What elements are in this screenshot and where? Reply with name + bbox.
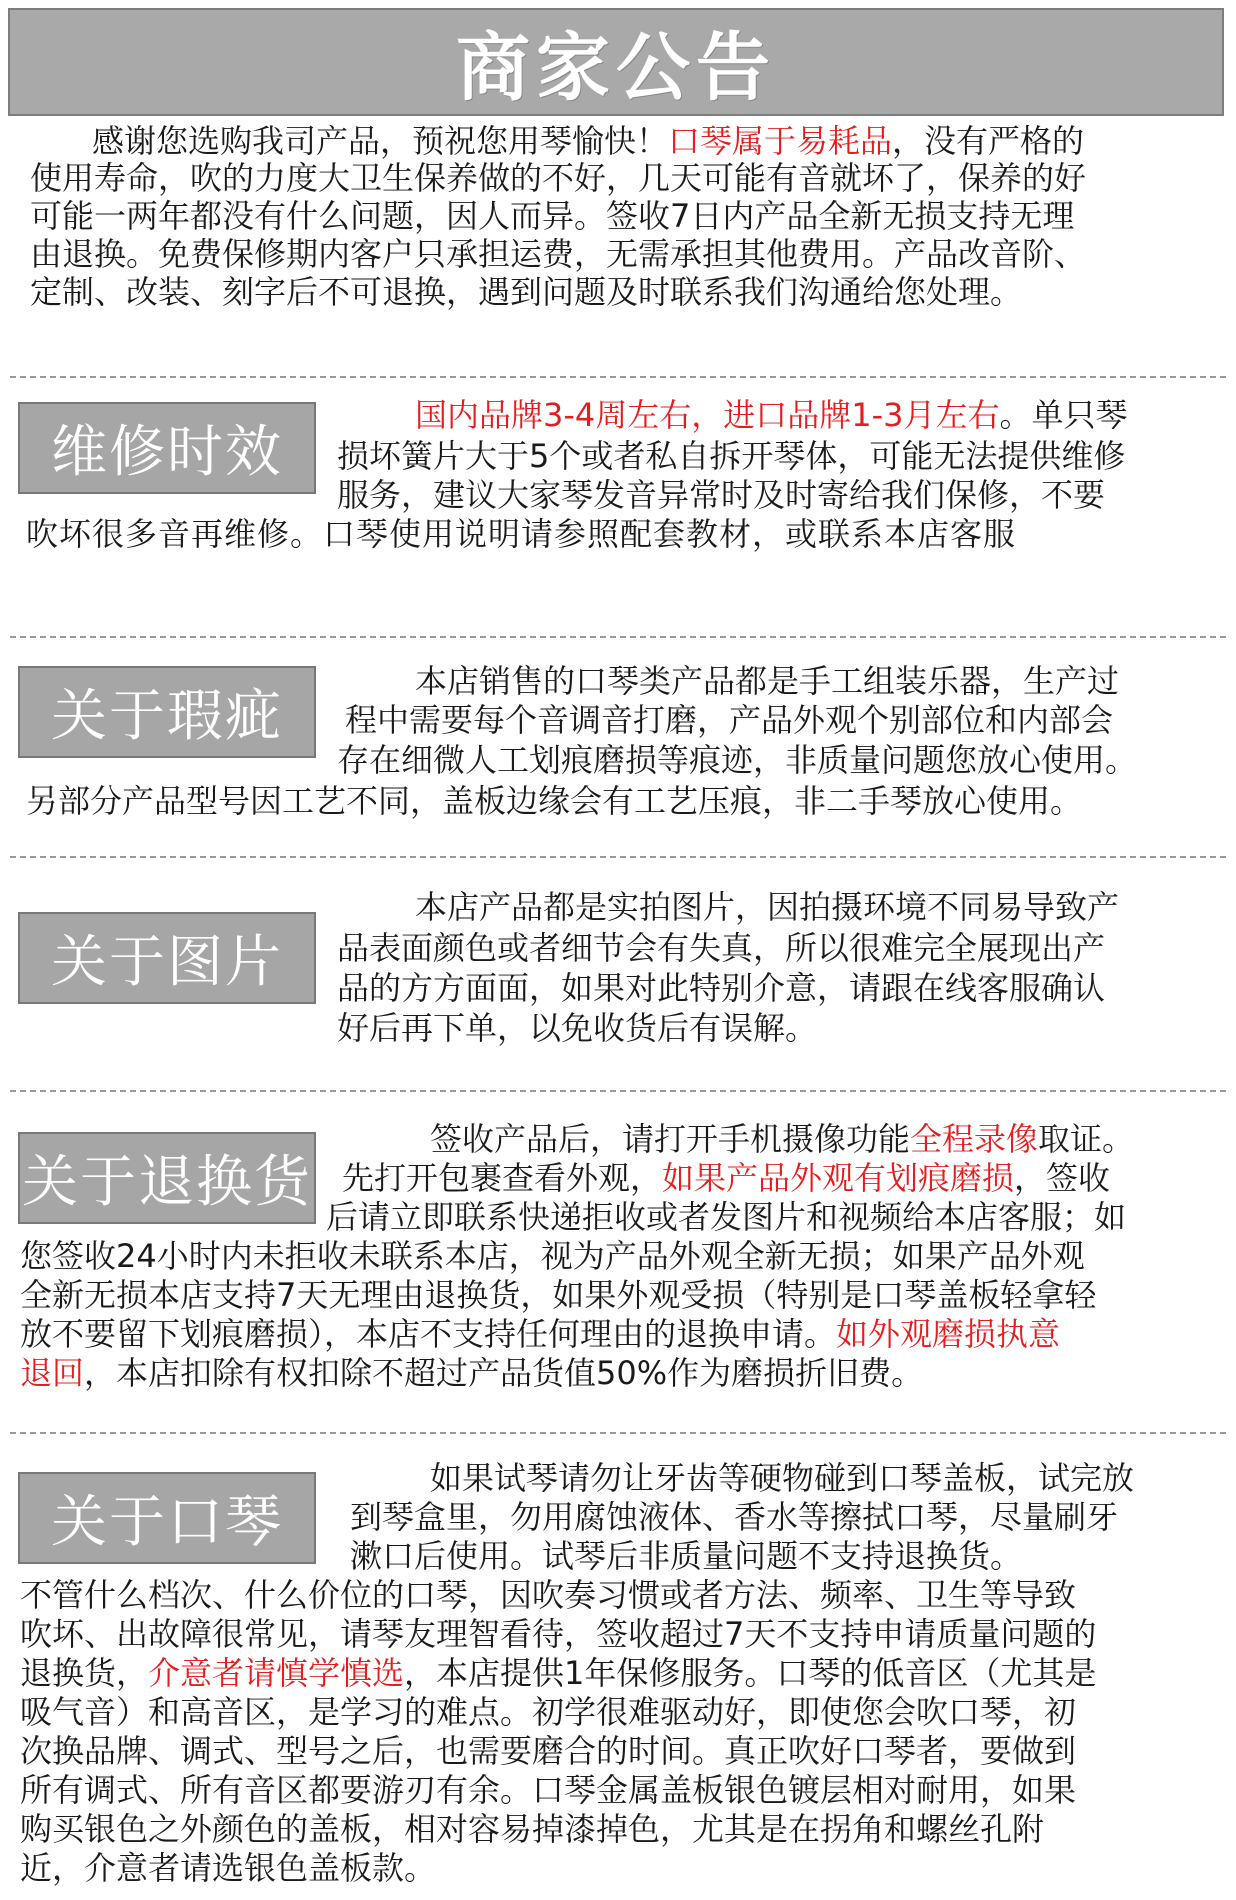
returns-line-4: 您签收24小时内未拒收未联系本店，视为产品外观全新无损；如果产品外观 <box>20 1237 1085 1275</box>
flaw-line-4: 另部分产品型号因工艺不同，盖板边缘会有工艺压痕，非二手琴放心使用。 <box>26 782 1083 820</box>
returns-highlight: 如外观磨损执意 <box>836 1315 1061 1353</box>
flaw-label-box <box>18 666 316 758</box>
flaw-label: 关于瑕疵 <box>51 684 283 749</box>
intro-text: 感谢您选购我司产品，预祝您用琴愉快！ <box>92 122 669 160</box>
returns-line-1 <box>430 1119 1134 1159</box>
harmonica-line-2: 到琴盒里，勿用腐蚀液体、香水等擦拭口琴，尽量刷牙 <box>350 1498 1119 1536</box>
intro-line-4: 由退换。免费保修期内客户只承担运费，无需承担其他费用。产品改音阶、 <box>30 235 1087 273</box>
harmonica-line-5: 吹坏、出故障很常见，请琴友理智看待，签收超过7天不支持申请质量问题的 <box>20 1615 1097 1653</box>
photo-label-box <box>18 912 316 1004</box>
returns-text: 取证。 <box>1038 1120 1135 1158</box>
photo-line-4: 好后再下单，以免收货后有误解。 <box>337 1009 818 1047</box>
repair-line-2: 损坏簧片大于5个或者私自拆开琴体，可能无法提供维修 <box>337 437 1126 475</box>
harmonica-line-11: 近，介意者请选银色盖板款。 <box>20 1849 437 1887</box>
notice-title-bar <box>8 8 1224 116</box>
returns-highlight: 退回 <box>20 1354 85 1392</box>
harmonica-line-3: 漱口后使用。试琴后非质量问题不支持退换货。 <box>350 1537 1023 1575</box>
harmonica-line-10: 购买银色之外颜色的盖板，相对容易掉漆掉色，尤其是在拐角和螺丝孔附 <box>20 1810 1045 1848</box>
returns-label: 关于退换货 <box>22 1150 312 1215</box>
returns-highlight: 全程录像 <box>910 1120 1039 1158</box>
harmonica-line-7: 吸气音）和高音区，是学习的难点。初学很难驱动好，即使您会吹口琴，初 <box>20 1693 1077 1731</box>
photo-line-3: 品的方方面面，如果对此特别介意，请跟在线客服确认 <box>337 969 1106 1007</box>
returns-text: ，本店扣除有权扣除不超过产品货值50%作为磨损折旧费。 <box>84 1354 924 1392</box>
harmonica-label-box <box>18 1472 316 1564</box>
intro-highlight: 口琴属于易耗品 <box>668 122 893 160</box>
returns-text: ，签收 <box>1014 1159 1111 1197</box>
photo-line-2: 品表面颜色或者细节会有失真，所以很难完全展现出产 <box>337 929 1106 967</box>
harmonica-text: ，本店提供1年保修服务。口琴的低音区（尤其是 <box>404 1654 1097 1692</box>
section-divider <box>10 1090 1226 1092</box>
flaw-line-2: 程中需要每个音调音打磨，产品外观个别部位和内部会 <box>345 701 1114 739</box>
harmonica-line-6 <box>20 1653 1096 1693</box>
returns-line-7 <box>20 1353 923 1393</box>
section-divider <box>10 636 1226 638</box>
section-divider <box>10 856 1226 858</box>
repair-label-box <box>18 402 316 494</box>
returns-line-2 <box>342 1158 1110 1198</box>
returns-text: 放不要留下划痕磨损），本店不支持任何理由的退换申请。 <box>20 1315 837 1353</box>
section-divider <box>10 376 1226 378</box>
returns-highlight: 如果产品外观有划痕磨损 <box>662 1159 1015 1197</box>
repair-highlight: 国内品牌3-4周左右，进口品牌1-3月左右 <box>415 396 1000 434</box>
harmonica-text: 退换货， <box>20 1654 149 1692</box>
harmonica-line-9: 所有调式、所有音区都要游刃有余。口琴金属盖板银色镀层相对耐用，如果 <box>20 1771 1077 1809</box>
harmonica-line-8: 次换品牌、调式、型号之后，也需要磨合的时间。真正吹好口琴者，要做到 <box>20 1732 1077 1770</box>
returns-label-box <box>18 1132 316 1224</box>
photo-line-1: 本店产品都是实拍图片，因拍摄环境不同易导致产 <box>415 888 1120 926</box>
harmonica-line-1: 如果试琴请勿让牙齿等硬物碰到口琴盖板，试完放 <box>430 1459 1135 1497</box>
returns-line-6 <box>20 1314 1060 1354</box>
intro-line-2: 使用寿命，吹的力度大卫生保养做的不好，几天可能有音就坏了，保养的好 <box>30 159 1087 197</box>
section-divider <box>10 1432 1226 1434</box>
photo-label: 关于图片 <box>51 930 283 995</box>
flaw-line-3: 存在细微人工划痕磨损等痕迹，非质量问题您放心使用。 <box>337 741 1138 779</box>
intro-text: ，没有严格的 <box>892 122 1085 160</box>
repair-line-4: 吹坏很多音再维修。口琴使用说明请参照配套教材，或联系本店客服 <box>26 515 1017 553</box>
returns-text: 签收产品后，请打开手机摄像功能 <box>430 1120 911 1158</box>
harmonica-label: 关于口琴 <box>51 1490 283 1555</box>
intro-line-5: 定制、改装、刻字后不可退换，遇到问题及时联系我们沟通给您处理。 <box>30 273 1023 311</box>
returns-line-5: 全新无损本店支持7天无理由退换货，如果外观受损（特别是口琴盖板轻拿轻 <box>20 1276 1097 1314</box>
intro-line-3: 可能一两年都没有什么问题，因人而异。签收7日内产品全新无损支持无理 <box>30 197 1075 235</box>
notice-title: 商家公告 <box>456 25 776 111</box>
repair-line-1 <box>415 395 1128 435</box>
intro-line-1 <box>92 121 1084 161</box>
harmonica-line-4: 不管什么档次、什么价位的口琴，因吹奏习惯或者方法、频率、卫生等导致 <box>20 1576 1077 1614</box>
flaw-line-1: 本店销售的口琴类产品都是手工组装乐器，生产过 <box>415 662 1120 700</box>
harmonica-highlight: 介意者请慎学慎选 <box>148 1654 405 1692</box>
repair-label: 维修时效 <box>51 420 283 485</box>
returns-line-3: 后请立即联系快递拒收或者发图片和视频给本店客服；如 <box>326 1198 1127 1236</box>
repair-line-3: 服务，建议大家琴发音异常时及时寄给我们保修，不要 <box>337 476 1106 514</box>
repair-text: 。单只琴 <box>999 396 1128 434</box>
returns-text: 先打开包裹查看外观， <box>342 1159 663 1197</box>
